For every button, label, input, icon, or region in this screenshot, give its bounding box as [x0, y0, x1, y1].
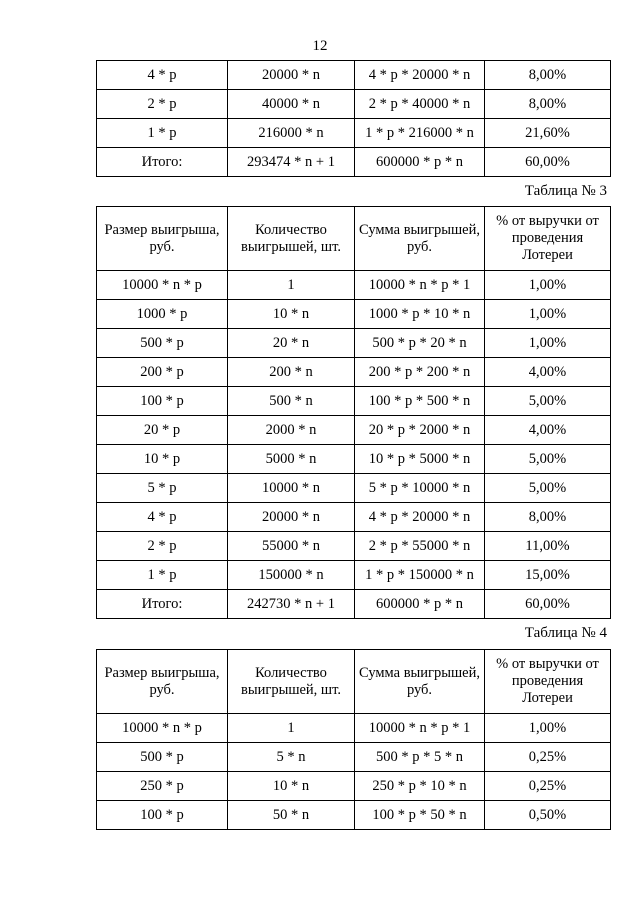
- cell-prize-size: 4 * p: [97, 503, 228, 532]
- cell-revenue-percent: 1,00%: [485, 714, 611, 743]
- cell-prize-sum: 250 * p * 10 * n: [355, 772, 485, 801]
- cell-revenue-percent: 5,00%: [485, 445, 611, 474]
- cell-prize-count: 216000 * n: [228, 119, 355, 148]
- cell-prize-size: 10000 * n * p: [97, 271, 228, 300]
- table-row: [97, 532, 611, 561]
- cell-prize-size: 10 * p: [97, 445, 228, 474]
- header-prize-count: Количество выигрышей, шт.: [228, 207, 355, 271]
- table-row: [97, 743, 611, 772]
- table-row: [97, 474, 611, 503]
- cell-revenue-percent: 5,00%: [485, 474, 611, 503]
- cell-revenue-percent: 4,00%: [485, 358, 611, 387]
- table-row: [97, 271, 611, 300]
- cell-prize-sum: 100 * p * 500 * n: [355, 387, 485, 416]
- cell-prize-sum: 5 * p * 10000 * n: [355, 474, 485, 503]
- cell-prize-count: 10 * n: [228, 300, 355, 329]
- table-row: [97, 445, 611, 474]
- cell-prize-count: 150000 * n: [228, 561, 355, 590]
- cell-prize-count: 500 * n: [228, 387, 355, 416]
- table-row: [97, 561, 611, 590]
- cell-prize-sum: 600000 * p * n: [355, 148, 485, 177]
- header-prize-count: Количество выигрышей, шт.: [228, 650, 355, 714]
- table-row: [97, 590, 611, 619]
- cell-prize-count: 20 * n: [228, 329, 355, 358]
- cell-revenue-percent: 0,50%: [485, 801, 611, 830]
- cell-prize-size: 1 * p: [97, 119, 228, 148]
- cell-prize-sum: 1 * p * 216000 * n: [355, 119, 485, 148]
- header-revenue-percent: % от выручки от проведения Лотереи: [485, 207, 611, 271]
- cell-prize-count: 242730 * n + 1: [228, 590, 355, 619]
- cell-prize-count: 293474 * n + 1: [228, 148, 355, 177]
- cell-revenue-percent: 1,00%: [485, 329, 611, 358]
- header-prize-sum: Сумма выигрышей, руб.: [355, 207, 485, 271]
- cell-prize-size: 20 * p: [97, 416, 228, 445]
- cell-prize-count: 40000 * n: [228, 90, 355, 119]
- table-3-caption: Таблица № 3: [524, 183, 607, 199]
- header-prize-size: Размер выигрыша, руб.: [97, 650, 228, 714]
- cell-prize-sum: 2 * p * 55000 * n: [355, 532, 485, 561]
- cell-prize-size: 100 * p: [97, 387, 228, 416]
- cell-prize-size: 500 * p: [97, 743, 228, 772]
- table-row: [97, 90, 611, 119]
- cell-revenue-percent: 0,25%: [485, 772, 611, 801]
- prize-table-4: [96, 649, 611, 830]
- cell-revenue-percent: 5,00%: [485, 387, 611, 416]
- cell-revenue-percent: 21,60%: [485, 119, 611, 148]
- cell-prize-sum: 100 * p * 50 * n: [355, 801, 485, 830]
- cell-revenue-percent: 11,00%: [485, 532, 611, 561]
- cell-prize-sum: 20 * p * 2000 * n: [355, 416, 485, 445]
- cell-prize-size: 200 * p: [97, 358, 228, 387]
- cell-prize-size: Итого:: [97, 148, 228, 177]
- cell-prize-count: 1: [228, 271, 355, 300]
- cell-prize-size: 100 * p: [97, 801, 228, 830]
- cell-prize-size: 500 * p: [97, 329, 228, 358]
- header-prize-sum: Сумма выигрышей, руб.: [355, 650, 485, 714]
- cell-prize-size: 250 * p: [97, 772, 228, 801]
- table-row: [97, 801, 611, 830]
- cell-prize-count: 20000 * n: [228, 61, 355, 90]
- cell-prize-sum: 4 * p * 20000 * n: [355, 61, 485, 90]
- cell-prize-size: 10000 * n * p: [97, 714, 228, 743]
- cell-revenue-percent: 4,00%: [485, 416, 611, 445]
- cell-prize-sum: 2 * p * 40000 * n: [355, 90, 485, 119]
- cell-prize-size: 2 * p: [97, 90, 228, 119]
- cell-prize-count: 50 * n: [228, 801, 355, 830]
- cell-prize-count: 10 * n: [228, 772, 355, 801]
- table-row: [97, 772, 611, 801]
- prize-table-continued: [96, 60, 611, 177]
- table-row: [97, 61, 611, 90]
- cell-prize-size: 1 * p: [97, 561, 228, 590]
- cell-revenue-percent: 8,00%: [485, 61, 611, 90]
- cell-prize-sum: 10000 * n * p * 1: [355, 271, 485, 300]
- cell-revenue-percent: 60,00%: [485, 590, 611, 619]
- header-row: [97, 207, 611, 271]
- cell-prize-count: 1: [228, 714, 355, 743]
- cell-prize-sum: 10 * p * 5000 * n: [355, 445, 485, 474]
- cell-prize-size: 2 * p: [97, 532, 228, 561]
- cell-revenue-percent: 0,25%: [485, 743, 611, 772]
- cell-revenue-percent: 60,00%: [485, 148, 611, 177]
- cell-prize-count: 10000 * n: [228, 474, 355, 503]
- table-row: [97, 387, 611, 416]
- cell-prize-count: 5000 * n: [228, 445, 355, 474]
- page-number: 12: [312, 38, 328, 54]
- cell-revenue-percent: 1,00%: [485, 271, 611, 300]
- table-row: [97, 119, 611, 148]
- cell-prize-sum: 1000 * p * 10 * n: [355, 300, 485, 329]
- cell-revenue-percent: 8,00%: [485, 503, 611, 532]
- table-row: [97, 416, 611, 445]
- table-row: [97, 300, 611, 329]
- cell-prize-count: 2000 * n: [228, 416, 355, 445]
- cell-prize-sum: 4 * p * 20000 * n: [355, 503, 485, 532]
- cell-prize-size: 5 * p: [97, 474, 228, 503]
- header-prize-size: Размер выигрыша, руб.: [97, 207, 228, 271]
- cell-revenue-percent: 15,00%: [485, 561, 611, 590]
- table-4-caption: Таблица № 4: [524, 625, 607, 641]
- cell-prize-count: 20000 * n: [228, 503, 355, 532]
- cell-prize-sum: 500 * p * 20 * n: [355, 329, 485, 358]
- prize-table-3: [96, 206, 611, 619]
- cell-prize-sum: 600000 * p * n: [355, 590, 485, 619]
- table-row: [97, 503, 611, 532]
- table-row: [97, 358, 611, 387]
- cell-revenue-percent: 1,00%: [485, 300, 611, 329]
- cell-prize-sum: 1 * p * 150000 * n: [355, 561, 485, 590]
- cell-prize-size: Итого:: [97, 590, 228, 619]
- cell-prize-count: 200 * n: [228, 358, 355, 387]
- cell-prize-count: 55000 * n: [228, 532, 355, 561]
- table-row: [97, 714, 611, 743]
- cell-prize-sum: 200 * p * 200 * n: [355, 358, 485, 387]
- cell-revenue-percent: 8,00%: [485, 90, 611, 119]
- cell-prize-size: 4 * p: [97, 61, 228, 90]
- cell-prize-sum: 500 * p * 5 * n: [355, 743, 485, 772]
- header-row: [97, 650, 611, 714]
- table-row: [97, 148, 611, 177]
- table-row: [97, 329, 611, 358]
- cell-prize-count: 5 * n: [228, 743, 355, 772]
- header-revenue-percent: % от выручки от проведения Лотереи: [485, 650, 611, 714]
- cell-prize-sum: 10000 * n * p * 1: [355, 714, 485, 743]
- cell-prize-size: 1000 * p: [97, 300, 228, 329]
